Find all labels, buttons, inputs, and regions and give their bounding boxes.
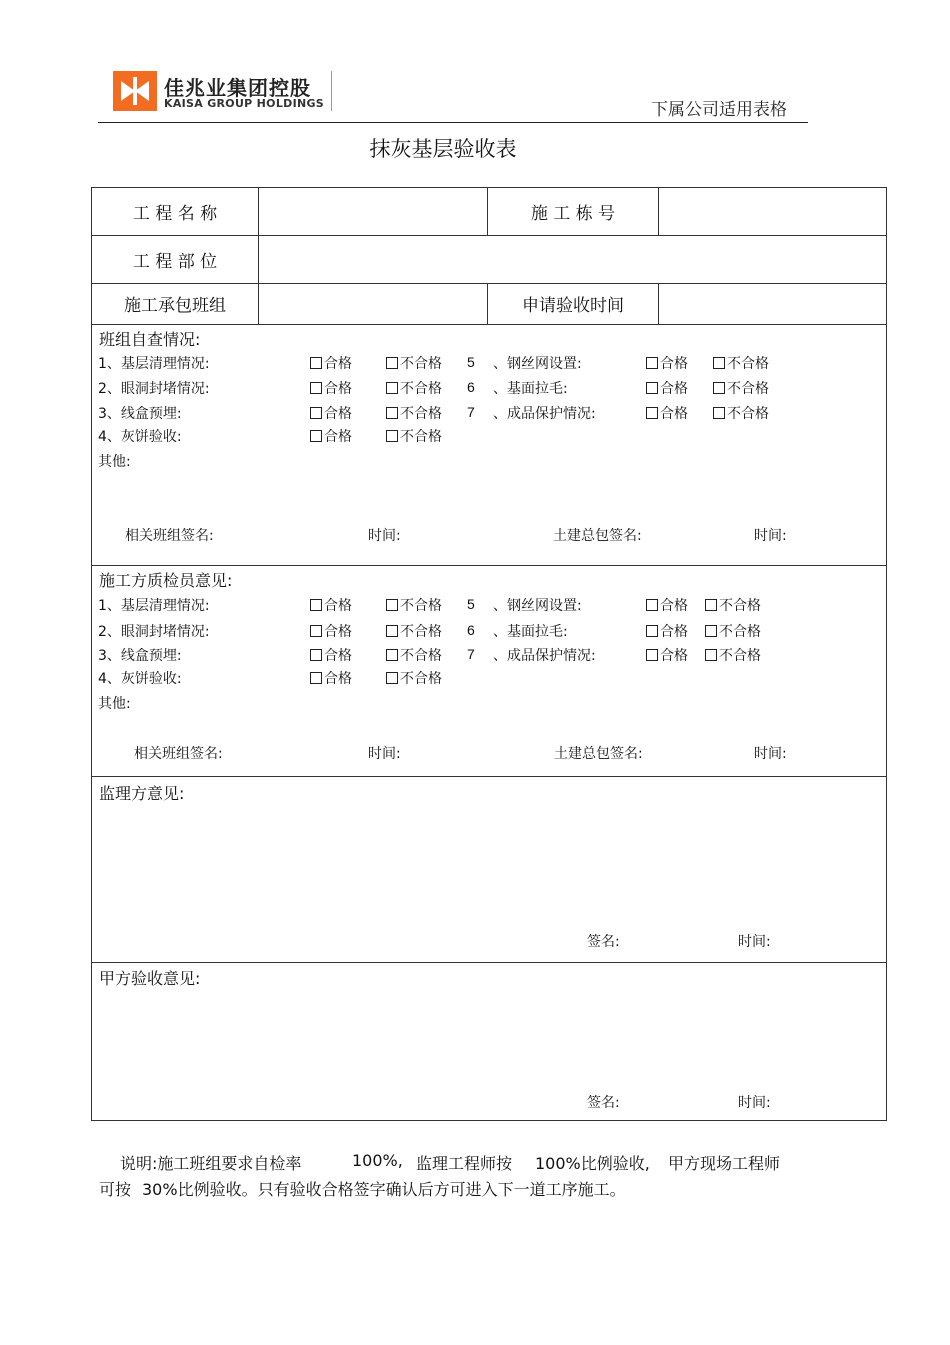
row-divider <box>91 283 887 284</box>
check-item-label: 、钢丝网设置: <box>493 598 582 614</box>
pass-checkbox[interactable] <box>310 378 352 398</box>
header-rule <box>98 122 808 123</box>
supervisor-opinion-field[interactable] <box>95 806 883 926</box>
inspector-title: 施工方质检员意见: <box>99 571 233 590</box>
row-divider <box>91 235 887 236</box>
owner-opinion-title: 甲方验收意见: <box>99 969 201 988</box>
checkbox-icon <box>646 407 658 419</box>
check-item-label: 、成品保护情况: <box>493 648 596 664</box>
fail-checkbox[interactable] <box>705 645 761 665</box>
check-item-number: 7 <box>467 404 475 420</box>
checkbox-icon <box>310 382 322 394</box>
pass-checkbox[interactable] <box>310 426 352 446</box>
checkbox-icon <box>310 672 322 684</box>
check-item-label: 、基面拉毛: <box>493 381 568 397</box>
pass-label: 合格 <box>660 356 688 372</box>
checkbox-icon <box>310 357 322 369</box>
pass-checkbox[interactable] <box>646 403 688 423</box>
building-no-label: 施 工 栋 号 <box>530 204 616 224</box>
check-item-number: 6 <box>467 379 475 395</box>
check-item-number: 5 <box>467 354 475 370</box>
check-item-label: 4、灰饼验收: <box>98 429 182 445</box>
pass-checkbox[interactable] <box>310 403 352 423</box>
acceptance-form <box>91 187 887 1121</box>
checkbox-icon <box>646 625 658 637</box>
logo-chinese-name: 佳兆业集团控股 <box>164 76 311 100</box>
footnote-text: 100%比例验收, <box>535 1154 650 1173</box>
fail-checkbox[interactable] <box>386 403 442 423</box>
pass-label: 合格 <box>660 598 688 614</box>
civil-contractor-signature-label: 土建总包签名: <box>554 746 643 762</box>
fail-label: 不合格 <box>727 381 769 397</box>
footnote-text: 监理工程师按 <box>416 1154 513 1173</box>
checkbox-icon <box>705 599 717 611</box>
check-item-label: 、钢丝网设置: <box>493 356 582 372</box>
pass-label: 合格 <box>324 598 352 614</box>
fail-checkbox[interactable] <box>713 378 769 398</box>
fail-label: 不合格 <box>400 624 442 640</box>
fail-checkbox[interactable] <box>386 426 442 446</box>
pass-label: 合格 <box>324 429 352 445</box>
checkbox-icon <box>386 382 398 394</box>
pass-checkbox[interactable] <box>646 595 688 615</box>
row-divider <box>91 324 887 325</box>
pass-checkbox[interactable] <box>646 621 688 641</box>
signature-time-label: 时间: <box>754 528 787 544</box>
pass-label: 合格 <box>324 671 352 687</box>
team-signature-label: 相关班组签名: <box>125 528 214 544</box>
page-title: 抹灰基层验收表 <box>369 137 517 161</box>
pass-label: 合格 <box>660 381 688 397</box>
check-item-label: 2、眼洞封堵情况: <box>98 624 210 640</box>
project-part-field[interactable] <box>260 238 885 282</box>
checkbox-icon <box>646 357 658 369</box>
check-item-number: 5 <box>467 596 475 612</box>
apply-time-label: 申请验收时间 <box>522 296 624 316</box>
fail-label: 不合格 <box>400 406 442 422</box>
fail-checkbox[interactable] <box>386 668 442 688</box>
footnote-text: 30%比例验收。只有验收合格签字确认后方可进入下一道工序施工。 <box>142 1180 626 1199</box>
column-divider <box>658 187 659 236</box>
fail-checkbox[interactable] <box>386 645 442 665</box>
checkbox-icon <box>386 649 398 661</box>
footnote-text: 100%, <box>352 1151 403 1170</box>
fail-checkbox[interactable] <box>705 595 761 615</box>
fail-checkbox[interactable] <box>386 595 442 615</box>
pass-checkbox[interactable] <box>310 595 352 615</box>
logo-divider <box>331 71 332 111</box>
fail-label: 不合格 <box>400 381 442 397</box>
pass-label: 合格 <box>324 356 352 372</box>
fail-label: 不合格 <box>719 648 761 664</box>
fail-label: 不合格 <box>400 356 442 372</box>
owner-opinion-field[interactable] <box>95 991 883 1086</box>
checkbox-icon <box>646 382 658 394</box>
fail-label: 不合格 <box>400 648 442 664</box>
company-logo <box>113 71 157 111</box>
checkbox-icon <box>386 357 398 369</box>
fail-label: 不合格 <box>400 429 442 445</box>
supervisor-opinion-title: 监理方意见: <box>99 784 185 803</box>
footnote-text: 说明:施工班组要求自检率 <box>120 1154 302 1173</box>
pass-checkbox[interactable] <box>310 645 352 665</box>
logo-english-name: KAISA GROUP HOLDINGS <box>164 97 325 110</box>
check-item-label: 、基面拉毛: <box>493 624 568 640</box>
pass-checkbox[interactable] <box>310 668 352 688</box>
footnote-text: 甲方现场工程师 <box>668 1154 781 1173</box>
signature-time-label: 时间: <box>368 528 401 544</box>
checkbox-icon <box>310 407 322 419</box>
checkbox-icon <box>386 407 398 419</box>
checkbox-icon <box>713 382 725 394</box>
building-no-field[interactable] <box>660 190 885 234</box>
section-divider <box>91 962 887 963</box>
check-item-label: 1、基层清理情况: <box>98 598 210 614</box>
pass-checkbox[interactable] <box>646 353 688 373</box>
section-divider <box>91 776 887 777</box>
civil-contractor-signature-label: 土建总包签名: <box>553 528 642 544</box>
column-divider <box>658 283 659 325</box>
owner-signature-label: 签名: <box>587 1095 620 1111</box>
apply-time-field[interactable] <box>660 286 885 323</box>
project-name-field[interactable] <box>260 190 486 234</box>
check-item-label: 4、灰饼验收: <box>98 671 182 687</box>
checkbox-icon <box>713 407 725 419</box>
other-label: 其他: <box>98 454 131 470</box>
checkbox-icon <box>386 625 398 637</box>
checkbox-icon <box>386 430 398 442</box>
supervisor-signature-label: 签名: <box>587 934 620 950</box>
fail-checkbox[interactable] <box>705 621 761 641</box>
supervisor-time-label: 时间: <box>738 934 771 950</box>
team-signature-label: 相关班组签名: <box>134 746 223 762</box>
checkbox-icon <box>386 599 398 611</box>
check-item-number: 6 <box>467 622 475 638</box>
check-item-label: 1、基层清理情况: <box>98 356 210 372</box>
contract-team-label: 施工承包班组 <box>124 296 226 316</box>
checkbox-icon <box>310 599 322 611</box>
fail-checkbox[interactable] <box>386 621 442 641</box>
fail-label: 不合格 <box>719 624 761 640</box>
signature-time-label: 时间: <box>754 746 787 762</box>
pass-label: 合格 <box>324 381 352 397</box>
section-divider <box>91 565 887 566</box>
checkbox-icon <box>713 357 725 369</box>
fail-checkbox[interactable] <box>386 353 442 373</box>
checkbox-icon <box>705 625 717 637</box>
checkbox-icon <box>310 430 322 442</box>
checkbox-icon <box>310 625 322 637</box>
signature-time-label: 时间: <box>368 746 401 762</box>
pass-label: 合格 <box>660 648 688 664</box>
check-item-label: 、成品保护情况: <box>493 406 596 422</box>
check-item-label: 2、眼洞封堵情况: <box>98 381 210 397</box>
project-part-label: 工 程 部 位 <box>132 252 218 272</box>
pass-checkbox[interactable] <box>646 645 688 665</box>
pass-checkbox[interactable] <box>310 621 352 641</box>
fail-label: 不合格 <box>727 406 769 422</box>
checkbox-icon <box>646 649 658 661</box>
contract-team-field[interactable] <box>260 286 486 323</box>
footnote-text: 可按 <box>99 1180 132 1199</box>
owner-time-label: 时间: <box>738 1095 771 1111</box>
project-name-label: 工 程 名 称 <box>132 204 218 224</box>
column-divider <box>258 187 259 325</box>
fail-checkbox[interactable] <box>713 353 769 373</box>
team-check-title: 班组自查情况: <box>99 330 201 349</box>
checkbox-icon <box>310 649 322 661</box>
check-item-label: 3、线盒预埋: <box>98 406 182 422</box>
checkbox-icon <box>646 599 658 611</box>
check-item-number: 7 <box>467 646 475 662</box>
pass-label: 合格 <box>324 624 352 640</box>
pass-checkbox[interactable] <box>646 378 688 398</box>
fail-checkbox[interactable] <box>386 378 442 398</box>
pass-label: 合格 <box>660 406 688 422</box>
checkbox-icon <box>386 672 398 684</box>
pass-label: 合格 <box>324 406 352 422</box>
subsidiary-form-label: 下属公司适用表格 <box>651 100 787 120</box>
fail-label: 不合格 <box>727 356 769 372</box>
check-item-label: 3、线盒预埋: <box>98 648 182 664</box>
pass-label: 合格 <box>324 648 352 664</box>
other-label: 其他: <box>98 696 131 712</box>
pass-checkbox[interactable] <box>310 353 352 373</box>
pass-label: 合格 <box>660 624 688 640</box>
fail-label: 不合格 <box>400 671 442 687</box>
checkbox-icon <box>705 649 717 661</box>
fail-label: 不合格 <box>400 598 442 614</box>
fail-label: 不合格 <box>719 598 761 614</box>
fail-checkbox[interactable] <box>713 403 769 423</box>
